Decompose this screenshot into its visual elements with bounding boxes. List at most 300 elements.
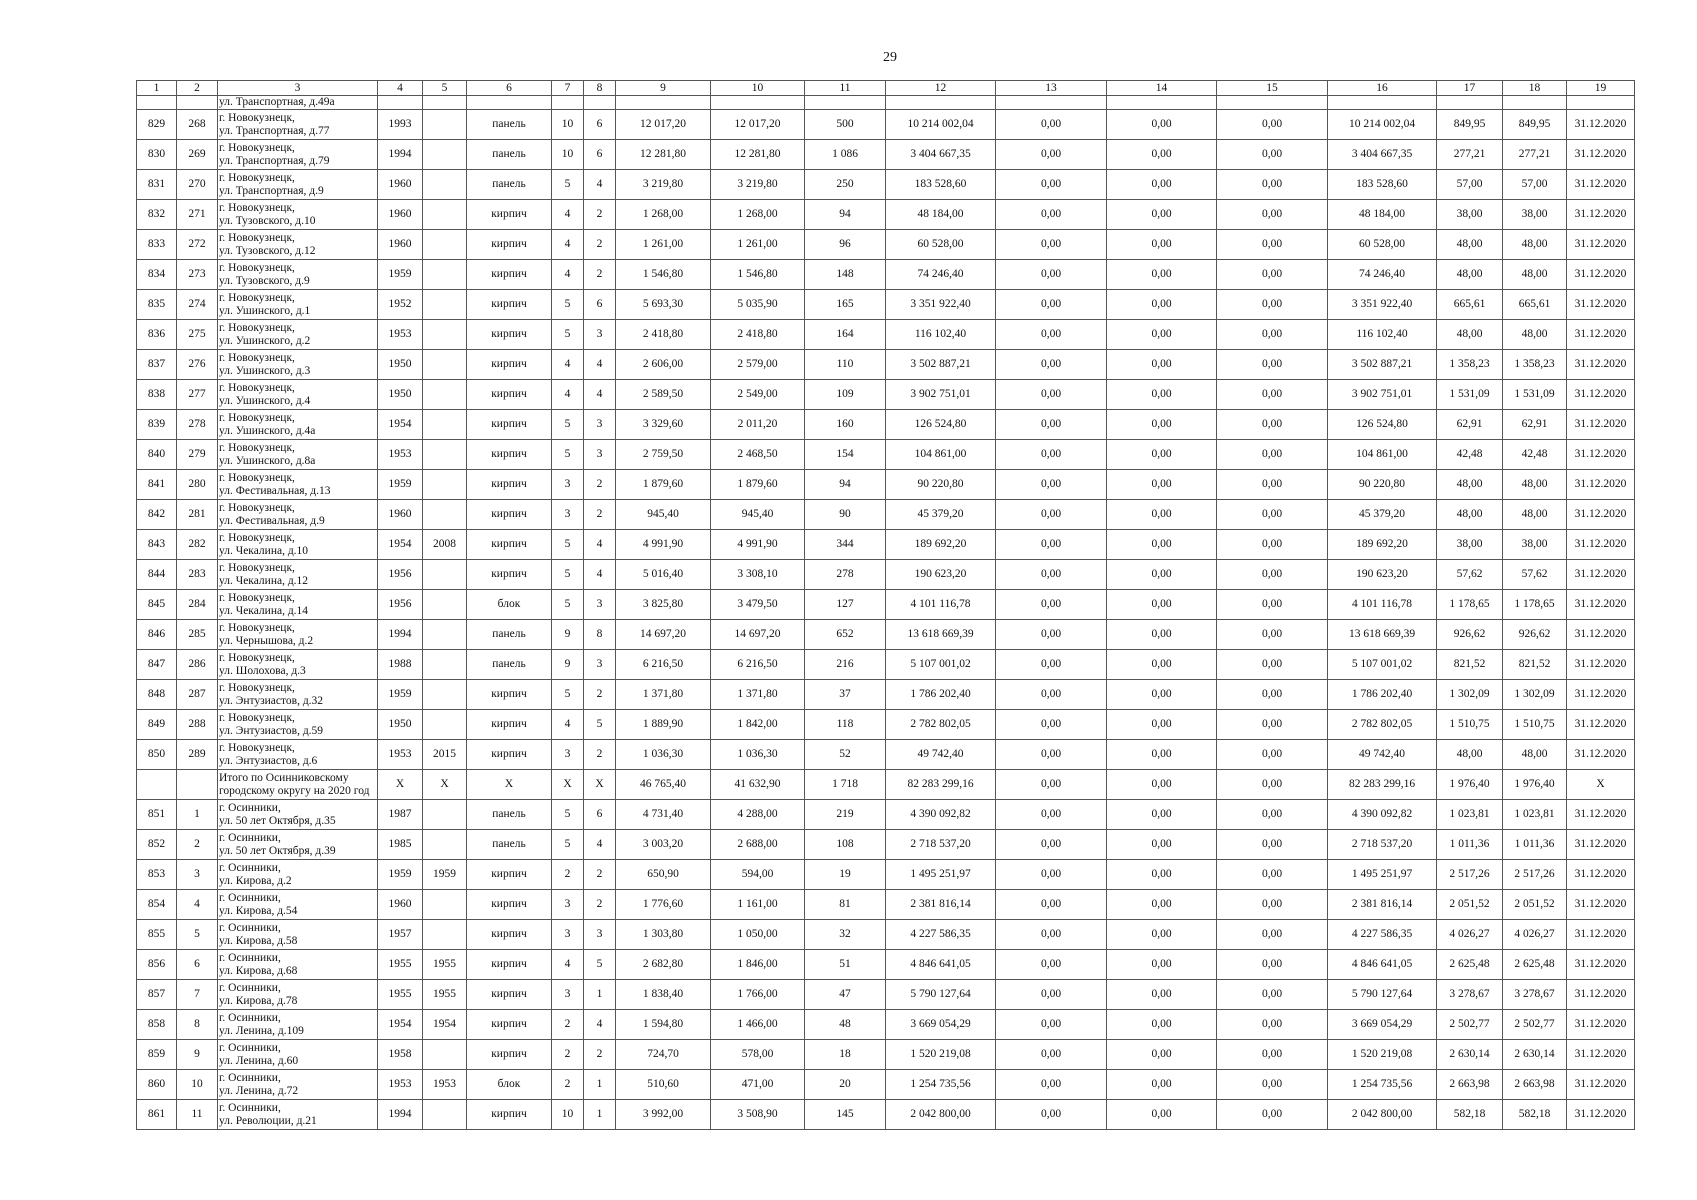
column-header: 8 — [584, 81, 616, 96]
table-cell: панель — [467, 170, 552, 200]
table-cell — [423, 800, 467, 830]
table-cell: 0,00 — [1217, 800, 1328, 830]
table-cell: 0,00 — [1107, 140, 1217, 170]
table-cell: 9 — [552, 620, 584, 650]
table-cell: 94 — [805, 200, 886, 230]
table-cell: 126 524,80 — [886, 410, 996, 440]
table-cell: 855 — [137, 920, 177, 950]
table-cell: 9 — [177, 1040, 218, 1070]
table-row — [137, 470, 1635, 500]
table-cell — [552, 96, 584, 110]
table-cell: 183 528,60 — [1328, 170, 1437, 200]
table-cell — [1437, 96, 1503, 110]
address-cell: г. Новокузнецк, ул. Энтузиастов, д.6 — [218, 740, 378, 770]
table-cell: 1 268,00 — [616, 200, 711, 230]
table-cell: 1959 — [378, 470, 423, 500]
table-cell: 0,00 — [1107, 110, 1217, 140]
table-cell: панель — [467, 620, 552, 650]
table-cell: 0,00 — [1107, 230, 1217, 260]
table-cell: 31.12.2020 — [1567, 560, 1635, 590]
table-cell: 1955 — [423, 980, 467, 1010]
table-cell: 2 051,52 — [1437, 890, 1503, 920]
table-cell — [886, 96, 996, 110]
table-cell: 2 042 800,00 — [886, 1100, 996, 1130]
table-cell: 846 — [137, 620, 177, 650]
table-cell — [423, 350, 467, 380]
table-cell: 594,00 — [711, 860, 805, 890]
table-cell: 0,00 — [996, 260, 1107, 290]
table-cell: 1 879,60 — [711, 470, 805, 500]
table-cell: 48 184,00 — [1328, 200, 1437, 230]
table-cell: 82 283 299,16 — [886, 770, 996, 800]
table-cell: 48,00 — [1437, 260, 1503, 290]
table-cell: 0,00 — [996, 440, 1107, 470]
column-header: 4 — [378, 81, 423, 96]
table-cell: 18 — [805, 1040, 886, 1070]
table-row — [137, 980, 1635, 1010]
table-cell: кирпич — [467, 1040, 552, 1070]
table-cell: 1 371,80 — [711, 680, 805, 710]
table-cell: 1 254 735,56 — [886, 1070, 996, 1100]
table-cell: 1 036,30 — [616, 740, 711, 770]
table-cell: 1 261,00 — [711, 230, 805, 260]
table-cell: 0,00 — [1107, 200, 1217, 230]
table-row — [137, 410, 1635, 440]
table-cell: 31.12.2020 — [1567, 110, 1635, 140]
table-cell: 14 697,20 — [616, 620, 711, 650]
table-cell: 82 283 299,16 — [1328, 770, 1437, 800]
table-cell: 42,48 — [1503, 440, 1567, 470]
table-cell: 850 — [137, 740, 177, 770]
address-cell: г. Новокузнецк, ул. Ушинского, д.3 — [218, 350, 378, 380]
table-cell: кирпич — [467, 920, 552, 950]
table-cell: 1953 — [378, 320, 423, 350]
table-row — [137, 440, 1635, 470]
table-cell: 2 — [584, 500, 616, 530]
table-row — [137, 560, 1635, 590]
table-cell: 0,00 — [1107, 950, 1217, 980]
table-cell: 31.12.2020 — [1567, 140, 1635, 170]
table-cell: 2 — [584, 200, 616, 230]
table-cell: 57,62 — [1503, 560, 1567, 590]
table-cell: 1953 — [378, 440, 423, 470]
table-cell: 0,00 — [996, 1010, 1107, 1040]
table-row — [137, 950, 1635, 980]
table-cell: 821,52 — [1503, 650, 1567, 680]
table-cell: 31.12.2020 — [1567, 1100, 1635, 1130]
table-row — [137, 230, 1635, 260]
table-cell: 4 026,27 — [1437, 920, 1503, 950]
table-cell: 3 — [584, 920, 616, 950]
table-cell: 1959 — [378, 860, 423, 890]
table-cell: 835 — [137, 290, 177, 320]
table-cell: 845 — [137, 590, 177, 620]
table-cell: 4 — [552, 200, 584, 230]
table-cell: 1 254 735,56 — [1328, 1070, 1437, 1100]
table-row — [137, 680, 1635, 710]
table-cell: 1 358,23 — [1503, 350, 1567, 380]
column-header: 7 — [552, 81, 584, 96]
address-cell: г. Осинники, ул. Ленина, д.72 — [218, 1070, 378, 1100]
column-header: 11 — [805, 81, 886, 96]
table-cell: 0,00 — [1107, 410, 1217, 440]
table-cell: 288 — [177, 710, 218, 740]
table-cell: панель — [467, 800, 552, 830]
table-cell: 4 846 641,05 — [1328, 950, 1437, 980]
table-cell: 1 261,00 — [616, 230, 711, 260]
table-cell: 856 — [137, 950, 177, 980]
table-cell: 2 579,00 — [711, 350, 805, 380]
table-cell: 2 549,00 — [711, 380, 805, 410]
table-cell: 2 663,98 — [1503, 1070, 1567, 1100]
table-cell — [423, 140, 467, 170]
table-cell: 724,70 — [616, 1040, 711, 1070]
table-cell: 48,00 — [1503, 320, 1567, 350]
table-cell: 0,00 — [1217, 650, 1328, 680]
table-cell: 250 — [805, 170, 886, 200]
table-cell: 471,00 — [711, 1070, 805, 1100]
table-cell: 0,00 — [1217, 920, 1328, 950]
table-cell: кирпич — [467, 710, 552, 740]
table-cell: 4 — [584, 830, 616, 860]
table-cell: 5 107 001,02 — [1328, 650, 1437, 680]
table-cell: 38,00 — [1503, 530, 1567, 560]
table-cell: 860 — [137, 1070, 177, 1100]
table-cell: 1 976,40 — [1503, 770, 1567, 800]
table-cell: 2 — [584, 1040, 616, 1070]
address-cell: г. Осинники, ул. Кирова, д.58 — [218, 920, 378, 950]
column-header: 12 — [886, 81, 996, 96]
table-cell: 2 625,48 — [1503, 950, 1567, 980]
table-cell: 1953 — [378, 740, 423, 770]
table-cell: 6 — [584, 290, 616, 320]
table-cell: 2 688,00 — [711, 830, 805, 860]
table-cell: 1 510,75 — [1503, 710, 1567, 740]
table-cell: 0,00 — [996, 1100, 1107, 1130]
table-cell: 104 861,00 — [886, 440, 996, 470]
table-cell: кирпич — [467, 200, 552, 230]
table-cell: 1 466,00 — [711, 1010, 805, 1040]
table-cell: 1953 — [378, 1070, 423, 1100]
table-row — [137, 1070, 1635, 1100]
table-cell: 830 — [137, 140, 177, 170]
table-cell: 837 — [137, 350, 177, 380]
table-cell: кирпич — [467, 560, 552, 590]
table-cell: 3 — [177, 860, 218, 890]
table-cell: 10 — [552, 1100, 584, 1130]
table-cell: 0,00 — [996, 590, 1107, 620]
table-row — [137, 710, 1635, 740]
table-row — [137, 800, 1635, 830]
table-cell: 0,00 — [996, 950, 1107, 980]
table-cell: 861 — [137, 1100, 177, 1130]
table-cell: 0,00 — [1107, 590, 1217, 620]
address-cell: г. Новокузнецк, ул. Энтузиастов, д.32 — [218, 680, 378, 710]
table-cell — [423, 170, 467, 200]
address-cell: г. Осинники, ул. Кирова, д.68 — [218, 950, 378, 980]
table-cell: 1959 — [423, 860, 467, 890]
column-header: 2 — [177, 81, 218, 96]
table-cell: 45 379,20 — [886, 500, 996, 530]
table-cell: кирпич — [467, 680, 552, 710]
table-cell: X — [467, 770, 552, 800]
table-cell: 46 765,40 — [616, 770, 711, 800]
table-cell: 945,40 — [616, 500, 711, 530]
table-cell: кирпич — [467, 1100, 552, 1130]
page-number: 29 — [883, 50, 897, 65]
table-cell — [996, 96, 1107, 110]
table-cell: 1 — [584, 1070, 616, 1100]
table-cell: 6 216,50 — [616, 650, 711, 680]
table-row — [137, 620, 1635, 650]
table-cell: 582,18 — [1503, 1100, 1567, 1130]
table-cell: 3 308,10 — [711, 560, 805, 590]
table-cell: 0,00 — [1107, 830, 1217, 860]
table-cell: 0,00 — [1217, 860, 1328, 890]
table-cell: 4 390 092,82 — [886, 800, 996, 830]
table-cell: 1 546,80 — [711, 260, 805, 290]
table-cell: 0,00 — [1217, 890, 1328, 920]
table-cell: 1 302,09 — [1503, 680, 1567, 710]
table-cell: кирпич — [467, 380, 552, 410]
table-cell: 9 — [552, 650, 584, 680]
table-cell: 14 697,20 — [711, 620, 805, 650]
table-cell: 1 036,30 — [711, 740, 805, 770]
table-cell: 0,00 — [996, 230, 1107, 260]
table-cell: 31.12.2020 — [1567, 350, 1635, 380]
table-cell — [423, 710, 467, 740]
table-cell: 31.12.2020 — [1567, 890, 1635, 920]
table-cell: X — [584, 770, 616, 800]
table-cell: 4 — [552, 950, 584, 980]
table-cell: 10 214 002,04 — [1328, 110, 1437, 140]
table-cell: 12 281,80 — [711, 140, 805, 170]
table-cell: 0,00 — [996, 920, 1107, 950]
table-row — [137, 140, 1635, 170]
address-cell: г. Осинники, ул. Ленина, д.109 — [218, 1010, 378, 1040]
table-cell: 189 692,20 — [886, 530, 996, 560]
table-cell: X — [378, 770, 423, 800]
table-cell: 1954 — [423, 1010, 467, 1040]
table-cell: 1954 — [378, 410, 423, 440]
table-cell: 2 042 800,00 — [1328, 1100, 1437, 1130]
table-cell: 4 227 586,35 — [886, 920, 996, 950]
table-row — [137, 170, 1635, 200]
table-cell: 1 842,00 — [711, 710, 805, 740]
table-cell: 0,00 — [1217, 740, 1328, 770]
table-cell: 0,00 — [1217, 170, 1328, 200]
table-cell: 0,00 — [996, 830, 1107, 860]
table-cell: 118 — [805, 710, 886, 740]
table-cell: 1 495 251,97 — [886, 860, 996, 890]
table-cell: 1 520 219,08 — [1328, 1040, 1437, 1070]
table-cell: 1956 — [378, 590, 423, 620]
table-cell: 0,00 — [1217, 350, 1328, 380]
table-cell: 1 161,00 — [711, 890, 805, 920]
table-cell: 1955 — [378, 980, 423, 1010]
table-cell: 5 — [584, 950, 616, 980]
table-cell: 5 — [552, 440, 584, 470]
table-cell: 0,00 — [1217, 950, 1328, 980]
table-cell: 4 390 092,82 — [1328, 800, 1437, 830]
table-cell: 20 — [805, 1070, 886, 1100]
table-cell — [711, 96, 805, 110]
table-cell: кирпич — [467, 230, 552, 260]
address-cell: г. Новокузнецк, ул. Фестивальная, д.13 — [218, 470, 378, 500]
table-cell: кирпич — [467, 1010, 552, 1040]
table-cell: X — [552, 770, 584, 800]
table-row — [137, 350, 1635, 380]
table-cell: 45 379,20 — [1328, 500, 1437, 530]
table-cell: 31.12.2020 — [1567, 290, 1635, 320]
table-cell: 286 — [177, 650, 218, 680]
table-cell: 0,00 — [1107, 380, 1217, 410]
table-cell: 848 — [137, 680, 177, 710]
table-cell: 31.12.2020 — [1567, 530, 1635, 560]
housing-register-table — [136, 80, 1635, 1130]
table-cell: 0,00 — [1217, 290, 1328, 320]
table-cell: 277,21 — [1503, 140, 1567, 170]
table-cell — [584, 96, 616, 110]
table-cell: 3 219,80 — [616, 170, 711, 200]
table-cell: 0,00 — [996, 470, 1107, 500]
table-cell: 6 — [584, 110, 616, 140]
table-cell: 10 — [552, 110, 584, 140]
column-header: 6 — [467, 81, 552, 96]
table-cell: 8 — [177, 1010, 218, 1040]
address-cell: г. Осинники, ул. Кирова, д.54 — [218, 890, 378, 920]
table-cell: 2 — [584, 890, 616, 920]
table-cell: 277,21 — [1437, 140, 1503, 170]
table-cell: 19 — [805, 860, 886, 890]
table-cell: 275 — [177, 320, 218, 350]
table-cell: 285 — [177, 620, 218, 650]
table-cell: 5 693,30 — [616, 290, 711, 320]
table-cell: 0,00 — [1107, 440, 1217, 470]
table-cell — [177, 770, 218, 800]
table-cell: 42,48 — [1437, 440, 1503, 470]
table-cell: 0,00 — [1217, 830, 1328, 860]
table-cell: 2008 — [423, 530, 467, 560]
table-cell — [423, 500, 467, 530]
table-cell: панель — [467, 650, 552, 680]
table-cell: 3 351 922,40 — [1328, 290, 1437, 320]
table-cell: 281 — [177, 500, 218, 530]
table-cell: 190 623,20 — [1328, 560, 1437, 590]
table-cell: 1 023,81 — [1503, 800, 1567, 830]
table-cell: 1 786 202,40 — [886, 680, 996, 710]
table-cell: 12 017,20 — [711, 110, 805, 140]
table-cell: кирпич — [467, 410, 552, 440]
table-cell: 1 302,09 — [1437, 680, 1503, 710]
table-cell: 1994 — [378, 140, 423, 170]
table-cell: 31.12.2020 — [1567, 800, 1635, 830]
table-cell: 831 — [137, 170, 177, 200]
table-cell: 926,62 — [1503, 620, 1567, 650]
table-cell: 2 418,80 — [711, 320, 805, 350]
table-cell: 2 — [552, 1070, 584, 1100]
table-cell: 57,00 — [1503, 170, 1567, 200]
table-cell — [423, 290, 467, 320]
table-cell: 3 669 054,29 — [1328, 1010, 1437, 1040]
table-cell: 0,00 — [1217, 560, 1328, 590]
address-cell: г. Осинники, ул. Ленина, д.60 — [218, 1040, 378, 1070]
table-cell: кирпич — [467, 470, 552, 500]
table-cell: 0,00 — [1107, 650, 1217, 680]
table-cell: 3 278,67 — [1437, 980, 1503, 1010]
table-cell: 1 086 — [805, 140, 886, 170]
table-cell: 0,00 — [1217, 1040, 1328, 1070]
table-cell: 5 — [177, 920, 218, 950]
table-cell: 0,00 — [1217, 1010, 1328, 1040]
table-cell: 0,00 — [996, 530, 1107, 560]
table-cell: 219 — [805, 800, 886, 830]
table-cell: 31.12.2020 — [1567, 1070, 1635, 1100]
table-cell: 1 776,60 — [616, 890, 711, 920]
table-cell — [423, 410, 467, 440]
table-cell: 1959 — [378, 260, 423, 290]
table-cell: 2 502,77 — [1437, 1010, 1503, 1040]
table-cell: 6 216,50 — [711, 650, 805, 680]
table-cell: 0,00 — [1217, 410, 1328, 440]
table-cell: 31.12.2020 — [1567, 170, 1635, 200]
table-cell: 1 889,90 — [616, 710, 711, 740]
table-cell: кирпич — [467, 290, 552, 320]
table-cell: 0,00 — [996, 290, 1107, 320]
table-cell: 3 278,67 — [1503, 980, 1567, 1010]
table-cell: 3 404 667,35 — [1328, 140, 1437, 170]
table-cell: кирпич — [467, 260, 552, 290]
table-cell: 7 — [177, 980, 218, 1010]
table-cell: 10 — [552, 140, 584, 170]
table-cell: 1 303,80 — [616, 920, 711, 950]
table-cell: 165 — [805, 290, 886, 320]
table-cell — [423, 200, 467, 230]
address-cell: г. Осинники, ул. Кирова, д.2 — [218, 860, 378, 890]
table-row — [137, 200, 1635, 230]
table-cell: 0,00 — [1107, 800, 1217, 830]
table-cell: 0,00 — [996, 800, 1107, 830]
table-cell: 48,00 — [1503, 740, 1567, 770]
table-cell: 164 — [805, 320, 886, 350]
table-cell: 48,00 — [1503, 500, 1567, 530]
table-cell: 849,95 — [1503, 110, 1567, 140]
table-cell: 0,00 — [1217, 200, 1328, 230]
table-cell: 6 — [584, 800, 616, 830]
table-cell: 5 — [552, 830, 584, 860]
table-cell: 5 — [552, 680, 584, 710]
address-cell: г. Новокузнецк, ул. Ушинского, д.8а — [218, 440, 378, 470]
table-cell: 0,00 — [1217, 110, 1328, 140]
table-cell: 41 632,90 — [711, 770, 805, 800]
column-header: 14 — [1107, 81, 1217, 96]
table-row — [137, 110, 1635, 140]
table-cell: 31.12.2020 — [1567, 260, 1635, 290]
column-header: 16 — [1328, 81, 1437, 96]
table-cell: 1960 — [378, 200, 423, 230]
table-cell: 276 — [177, 350, 218, 380]
table-cell: 0,00 — [1107, 350, 1217, 380]
table-cell — [1328, 96, 1437, 110]
table-cell: 4 — [552, 380, 584, 410]
table-cell: 859 — [137, 1040, 177, 1070]
table-cell: 849,95 — [1437, 110, 1503, 140]
table-cell: 1988 — [378, 650, 423, 680]
table-cell: 510,60 — [616, 1070, 711, 1100]
table-cell: 1 371,80 — [616, 680, 711, 710]
table-cell: 31.12.2020 — [1567, 200, 1635, 230]
table-row — [137, 320, 1635, 350]
